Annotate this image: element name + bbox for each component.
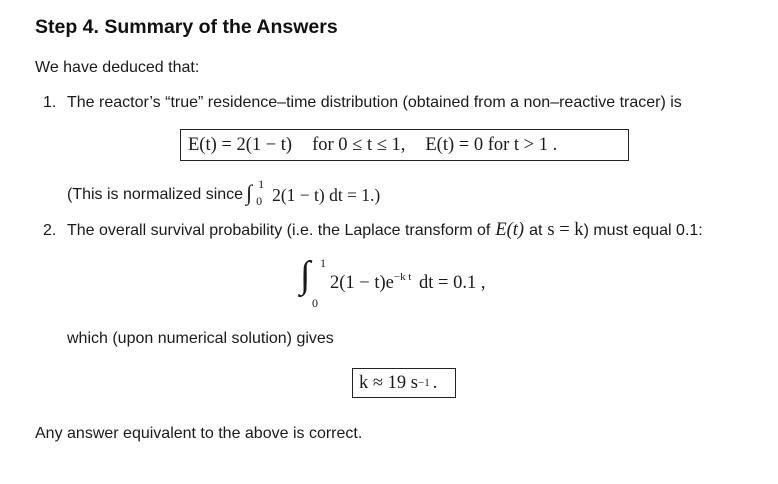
result-end: . [432, 372, 438, 393]
item-1-text: The reactor’s “true” residence–time distribution (obtained from a non–reactive tracer) is [67, 94, 682, 111]
integral-upper: 1 [320, 256, 326, 270]
list-number-1: 1. [43, 94, 57, 111]
result-base: k ≈ 19 s [359, 372, 418, 393]
list-number-2: 2. [43, 222, 57, 239]
integral-sign: ∫ [300, 254, 311, 296]
item-2-text-after: ) must equal 0.1: [583, 222, 703, 239]
normalization-note [67, 177, 381, 208]
eq-part-3: E(t) = 0 for t > 1 . [425, 134, 558, 155]
result-box: k ≈ 19 s −1 . [352, 368, 456, 398]
item-2-text [67, 220, 703, 241]
survival-expr-exponent: −k t [393, 271, 412, 283]
item-2-text-mid: at [529, 222, 543, 239]
survival-expr-end: dt = 0.1 , [419, 273, 486, 293]
equation-box-rtd [180, 129, 629, 161]
item-2-math-s: s = k [547, 220, 584, 240]
result-lead-text: which (upon numerical solution) gives [67, 330, 334, 347]
survival-expression [330, 273, 485, 294]
eq-part-1: E(t) = 2(1 − t) [188, 134, 293, 155]
small-integral: ∫ 1 0 [246, 177, 265, 208]
eq-part-2: for 0 ≤ t ≤ 1, [312, 134, 406, 155]
note-prefix: (This is normalized since [67, 186, 244, 203]
note-expression: 2(1 − t) dt = 1.) [272, 184, 381, 205]
small-integral-upper: 1 [258, 177, 265, 191]
survival-expr-base: 2(1 − t)e [330, 273, 394, 293]
intro-text: We have deduced that: [35, 59, 200, 76]
closing-text: Any answer equivalent to the above is correct. [35, 425, 363, 442]
section-heading: Step 4. Summary of the Answers [35, 16, 338, 38]
integral-lower: 0 [312, 296, 318, 310]
item-2-text-before: The overall survival probability (i.e. the Laplace transform of [67, 222, 491, 239]
item-2-math-e: E(t) [495, 220, 525, 240]
survival-equation [300, 254, 530, 312]
small-integral-lower: 0 [256, 194, 263, 208]
